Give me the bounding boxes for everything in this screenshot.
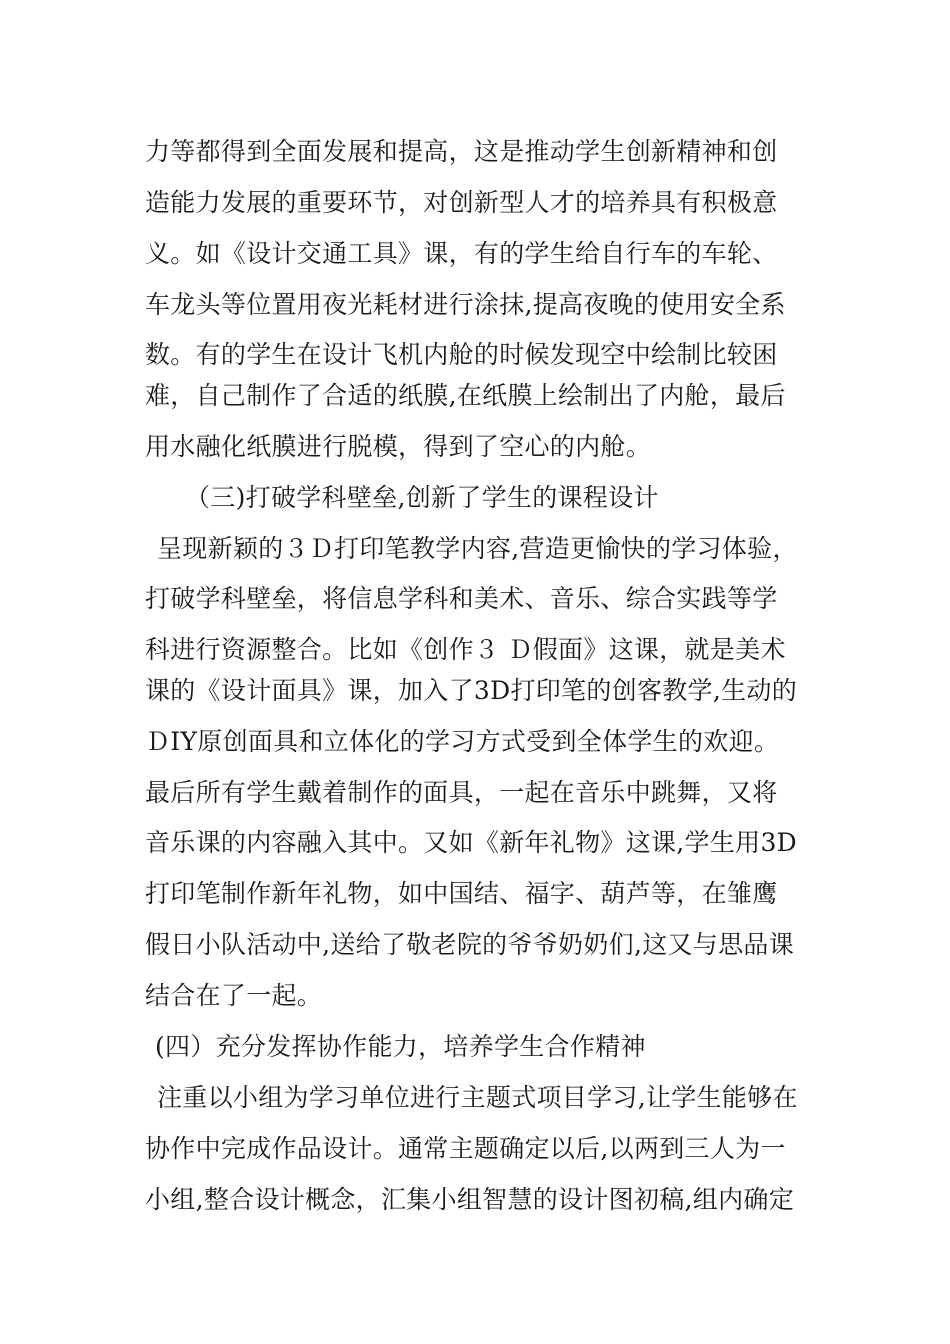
section-heading-4: (四）充分发挥协作能力，培养学生合作精神 — [155, 1032, 646, 1061]
paragraph-line: 难，自己制作了合适的纸膜,在纸膜上绘制出了内舱，最后 — [145, 381, 786, 410]
paragraph-line: 协作中完成作品设计。通常主题确定以后,以两到三人为一 — [145, 1134, 786, 1163]
paragraph-line: 课的《设计面具》课，加入了3D打印笔的创客教学,生动的 — [145, 676, 797, 705]
paragraph-line: 打印笔制作新年礼物，如中国结、福字、葫芦等，在雏鹰 — [145, 879, 778, 908]
paragraph-line: ＤIY原创面具和立体化的学习方式受到全体学生的欢迎。 — [145, 727, 780, 756]
paragraph-line: 车龙头等位置用夜光耗材进行涂抹,提高夜晚的使用安全系 — [145, 290, 786, 319]
paragraph-line: 小组,整合设计概念，汇集小组智慧的设计图初稿,组内确定 — [145, 1185, 794, 1214]
paragraph-line: 音乐课的内容融入其中。又如《新年礼物》这课,学生用3D — [145, 828, 797, 857]
paragraph-line: 打破学科壁垒，将信息学科和美术、音乐、综合实践等学 — [145, 584, 778, 613]
section-heading-3: （三)打破学科壁垒,创新了学生的课程设计 — [185, 483, 659, 512]
paragraph-line: 结合在了一起。 — [145, 981, 323, 1010]
paragraph-line: 假日小队活动中,送给了敬老院的爷爷奶奶们,这又与思品课 — [145, 930, 794, 959]
paragraph-line: 科进行资源整合。比如《创作３ Ｄ假面》这课，就是美术 — [145, 635, 786, 664]
paragraph-line: 造能力发展的重要环节，对创新型人才的培养具有积极意 — [145, 188, 778, 217]
paragraph-line: 呈现新颖的３Ｄ打印笔教学内容,营造更愉快的学习体验， — [157, 534, 798, 563]
paragraph-line: 用水融化纸膜进行脱模，得到了空心的内舱。 — [145, 432, 652, 461]
paragraph-line: 最后所有学生戴着制作的面具，一起在音乐中跳舞，又将 — [145, 778, 778, 807]
paragraph-line: 义。如《设计交通工具》课，有的学生给自行车的车轮、 — [145, 239, 778, 268]
paragraph-line: 数。有的学生在设计飞机内舱的时候发现空中绘制比较困 — [145, 340, 778, 369]
paragraph-line: 力等都得到全面发展和提高，这是推动学生创新精神和创 — [145, 137, 778, 166]
paragraph-line: 注重以小组为学习单位进行主题式项目学习,让学生能够在 — [157, 1083, 798, 1112]
